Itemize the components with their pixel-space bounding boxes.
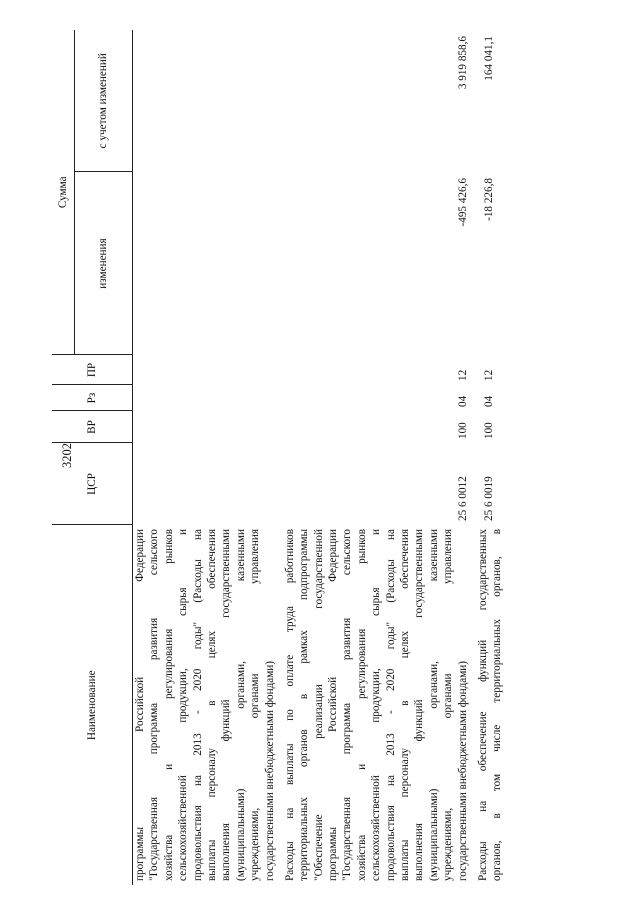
cell-csr — [133, 443, 283, 525]
cell-vr — [133, 411, 283, 443]
cell-rz: 04 — [482, 395, 495, 407]
name-line: Расходы на выплаты по оплате труда работников — [283, 529, 296, 881]
rotated-table-page — [52, 30, 612, 885]
name-line: территориальных органов в рамках подпрограммы — [298, 529, 311, 881]
name-line: учреждениями, органами управления — [249, 529, 262, 881]
table-row — [476, 30, 511, 885]
name-line: "Обеспечение реализации государственной — [312, 529, 325, 881]
cell-rz: 04 — [456, 395, 469, 407]
cell-pr — [133, 355, 283, 385]
header-rz: Рз — [52, 385, 133, 411]
name-line: (муниципальными) органами, казенными — [234, 529, 247, 881]
name-line: (муниципальными) органами, казенными — [427, 529, 440, 881]
name-line: хозяйства и регулирования рынков — [162, 529, 175, 881]
name-line: программы Российской Федерации — [134, 529, 146, 881]
header-vr: ВР — [52, 411, 133, 443]
cell-rz — [133, 385, 283, 411]
name-line: государственными внебюджетными фондами) — [456, 660, 469, 881]
name-line: программы Российской Федерации — [327, 529, 340, 881]
cell-vr: 100 — [482, 422, 495, 439]
page-number: 3202 — [59, 442, 74, 468]
name-line: учреждениями, органами управления — [442, 529, 455, 881]
budget-table — [52, 30, 511, 885]
header-csr: ЦСР — [52, 443, 133, 525]
name-line: сельскохозяйственной продукции, сырья и — [370, 529, 383, 881]
cell-total — [133, 30, 283, 172]
name-line: государственными внебюджетными фондами) — [263, 660, 276, 881]
cell-csr: 25 6 0012 — [456, 476, 469, 521]
header-sum: Сумма — [52, 30, 75, 355]
header-changes: изменения — [75, 172, 133, 355]
name-line: выплаты персоналу в целях обеспечения — [205, 529, 218, 881]
cell-total: 164 041,1 — [482, 36, 495, 81]
name-line: "Государственная программа развития сельского — [341, 529, 354, 881]
header-pr: ПР — [52, 355, 133, 385]
cell-pr: 12 — [482, 369, 495, 381]
name-line: сельскохозяйственной продукции, сырья и — [177, 529, 190, 881]
cell-change — [133, 172, 283, 355]
cell-pr: 12 — [456, 369, 469, 381]
cell-change: -495 426,6 — [456, 178, 469, 227]
name-line: хозяйства и регулирования рынков — [355, 529, 368, 881]
name-line: выполнения функций государственными — [413, 529, 426, 881]
header-name: Наименование — [52, 525, 133, 885]
cell-total: 3 919 858,6 — [456, 36, 469, 90]
cell-change: -18 226,8 — [482, 178, 495, 221]
header-with-changes: с учетом изменений — [75, 30, 133, 172]
cell-vr: 100 — [456, 422, 469, 439]
row-name — [133, 525, 283, 885]
name-line: выполнения функций государственными — [220, 529, 233, 881]
name-line: продовольствия на 2013 - 2020 годы" (Расходы на — [384, 529, 397, 881]
row-name — [476, 525, 511, 885]
name-line: выплаты персоналу в целях обеспечения — [399, 529, 412, 881]
cell-csr: 25 6 0019 — [482, 476, 495, 521]
table-header — [52, 30, 133, 885]
table-row — [283, 30, 476, 885]
name-line: продовольствия на 2013 - 2020 годы" (Расходы на — [191, 529, 204, 881]
table-row — [133, 30, 283, 885]
row-name — [283, 525, 476, 885]
table-body — [133, 30, 511, 885]
name-line: "Государственная программа развития сельского — [148, 529, 161, 881]
name-line: Расходы на обеспечение функций государственных — [476, 529, 489, 881]
name-line: органов, в том числе территориальных органов, в — [491, 529, 504, 881]
